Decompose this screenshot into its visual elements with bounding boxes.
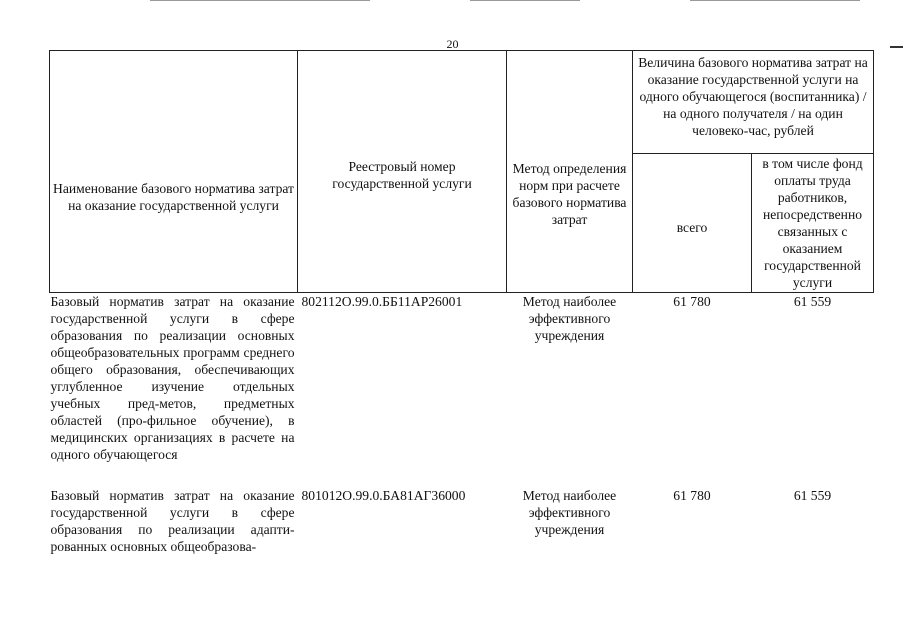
scan-top-line-left (150, 0, 370, 1)
scan-top-line-mid (470, 0, 580, 1)
header-value-group: Величина базового норматива затрат на оказание государственной услуги на одного обучающегося (воспитанника) / на одного получателя / на один человеко-час, рублей (633, 51, 874, 154)
row-name: Базовый норматив затрат на оказание государственной услуги в сфере образования по реализации основных общеобразовательных программ среднего общего образования, обеспечивающих углубленное изучение отдельных учебных пред-метов, предметных областей (про-фильное обучение), в медицинских организациях в расчете на одного обучающегося (50, 294, 295, 462)
row-registry-number: 802112О.99.0.ББ11АР26001 (301, 294, 463, 309)
header-name: Наименование базового норматива затрат на оказание государственной услуги (50, 51, 298, 293)
row-method: Метод наиболее эффективного учреждения (522, 294, 617, 343)
scan-top-line-right (690, 0, 860, 1)
norms-table (49, 50, 874, 555)
row-payroll: 61 559 (793, 488, 832, 503)
row-payroll: 61 559 (793, 294, 832, 309)
header-method: Метод определения норм при расчете базового норматива затрат (507, 51, 633, 293)
header-total: всего (633, 154, 752, 293)
page-number: 20 (446, 37, 459, 51)
table-row (50, 463, 874, 555)
row-total: 61 780 (673, 488, 711, 503)
row-registry-number: 801012О.99.0.БА81АГ36000 (301, 488, 466, 503)
margin-mark (890, 46, 903, 48)
row-total: 61 780 (673, 294, 711, 309)
row-name: Базовый норматив затрат на оказание государственной услуги в сфере образования по реализации адапти-рованных основных общеобразова- (50, 488, 295, 554)
row-method: Метод наиболее эффективного учреждения (522, 488, 617, 537)
table-row (50, 293, 874, 464)
header-payroll: в том числе фонд оплаты труда работников, непосредственно связанных с оказанием государственной услуги (752, 154, 874, 293)
header-registry-number: Реестровый номер государственной услуги (298, 51, 507, 293)
